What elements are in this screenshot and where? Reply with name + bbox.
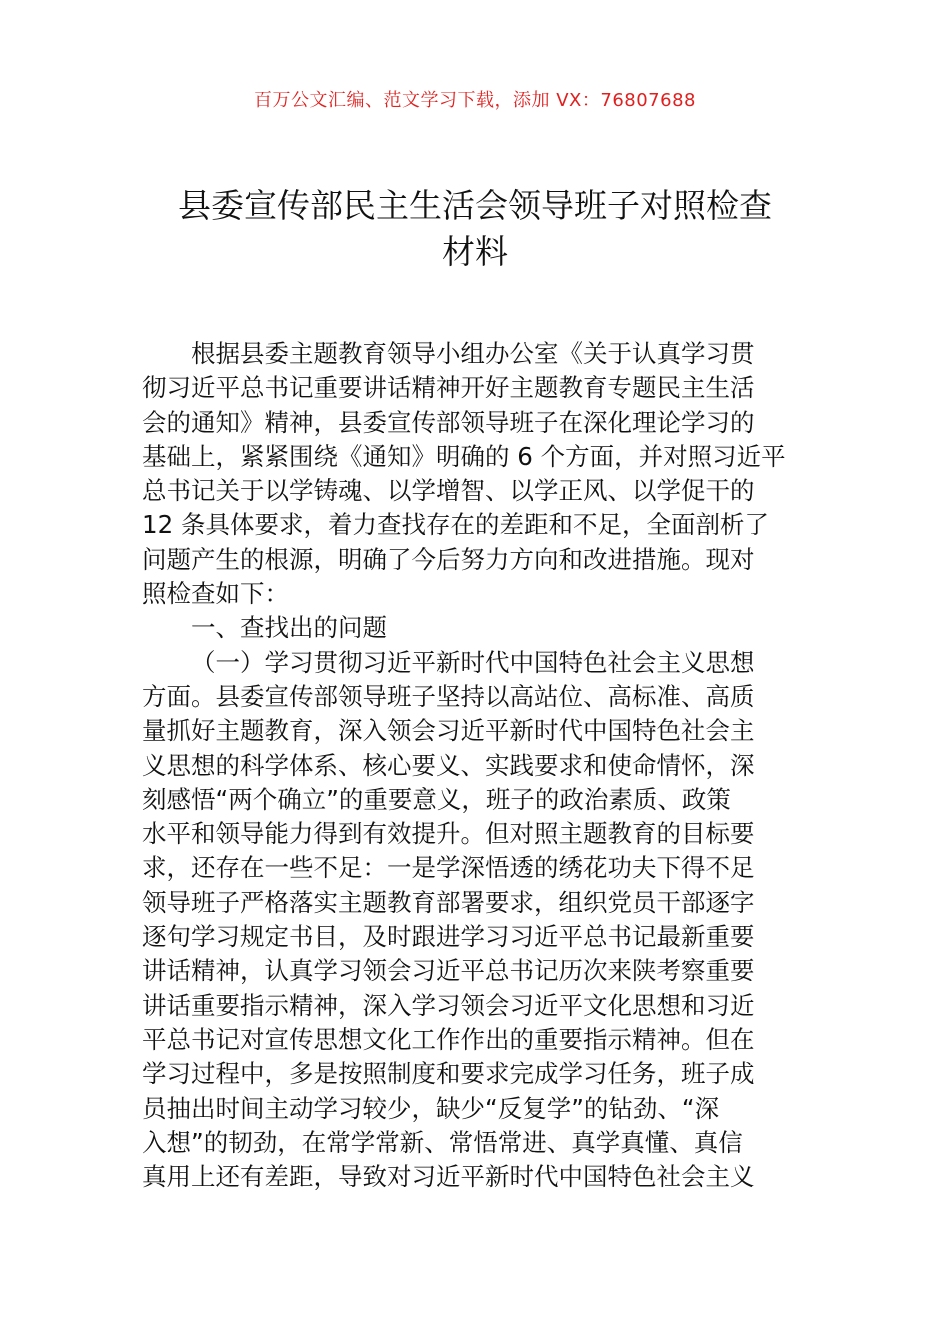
section-heading: 一、查找出的问题 (191, 613, 387, 643)
body-line: 逐句学习规定书目，及时跟进学习习近平总书记最新重要 (142, 922, 755, 952)
document-body (142, 337, 810, 1194)
body-line: 总书记关于以学铸魂、以学增智、以学正风、以学促干的 (142, 476, 755, 506)
body-line: 学习过程中，多是按照制度和要求完成学习任务，班子成 (142, 1059, 755, 1089)
body-line: 领导班子严格落实主题教育部署要求，组织党员干部逐字 (142, 887, 755, 917)
body-line: 求，还存在一些不足：一是学深悟透的绣花功夫下得不足 (142, 853, 755, 883)
body-line: 真用上还有差距，导致对习近平新时代中国特色社会主义 (142, 1162, 755, 1192)
body-line: 会的通知》精神，县委宣传部领导班子在深化理论学习的 (142, 407, 755, 437)
body-line: 12 条具体要求，着力查找存在的差距和不足，全面剖析了 (142, 510, 769, 540)
body-line: 方面。县委宣传部领导班子坚持以高站位、高标准、高质 (142, 681, 755, 711)
watermark-header: 百万公文汇编、范文学习下载，添加 VX：76807688 (254, 90, 696, 111)
body-line: 水平和领导能力得到有效提升。但对照主题教育的目标要 (142, 819, 755, 849)
body-line: 照检查如下： (142, 579, 289, 609)
body-line: 基础上，紧紧围绕《通知》明确的 6 个方面，并对照习近平 (142, 441, 786, 471)
body-line: 讲话精神，认真学习领会习近平总书记历次来陕考察重要 (142, 956, 755, 986)
body-line: 入想”的韧劲，在常学常新、常悟常进、真学真懂、真信 (142, 1127, 743, 1157)
document-title-line-1: 县委宣传部民主生活会领导班子对照检查 (178, 186, 772, 225)
body-line: 问题产生的根源，明确了今后努力方向和改进措施。现对 (142, 544, 755, 574)
body-line: 义思想的科学体系、核心要义、实践要求和使命情怀，深 (142, 750, 755, 780)
document-title-line-2: 材料 (442, 232, 508, 271)
subsection-heading: （一）学习贯彻习近平新时代中国特色社会主义思想 (191, 647, 755, 677)
body-line: 讲话重要指示精神，深入学习领会习近平文化思想和习近 (142, 990, 755, 1020)
body-line: 刻感悟“两个确立”的重要意义，班子的政治素质、政策 (142, 784, 731, 814)
body-line: 员抽出时间主动学习较少，缺少“反复学”的钻劲、“深 (142, 1093, 720, 1123)
body-line: 根据县委主题教育领导小组办公室《关于认真学习贯 (191, 339, 755, 368)
body-line: 平总书记对宣传思想文化工作作出的重要指示精神。但在 (142, 1024, 755, 1054)
body-line: 量抓好主题教育，深入领会习近平新时代中国特色社会主 (142, 716, 755, 746)
body-line: 彻习近平总书记重要讲话精神开好主题教育专题民主生活 (142, 373, 755, 403)
